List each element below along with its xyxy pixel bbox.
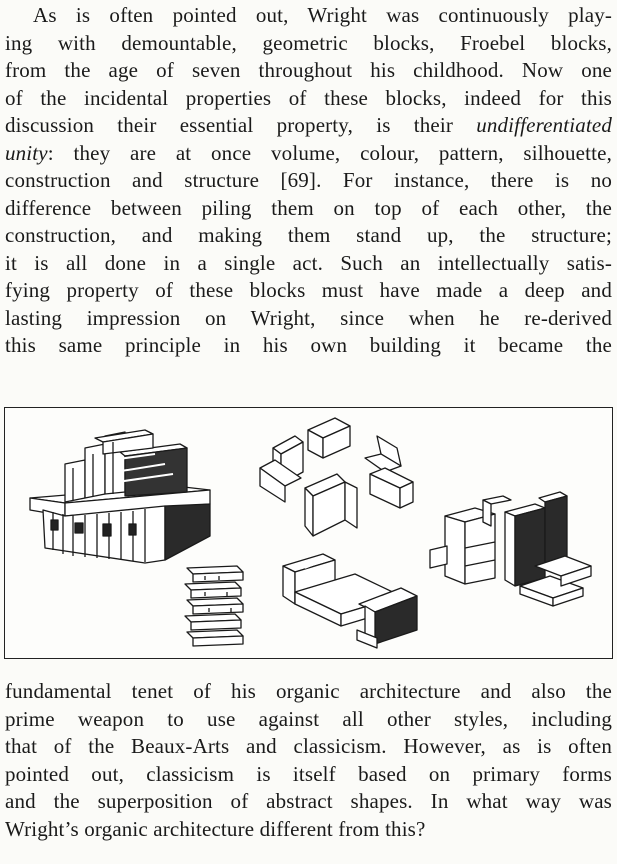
block-bench-assembly bbox=[283, 554, 417, 648]
paragraph-bottom bbox=[5, 678, 612, 843]
text-fragment: : they are at once volume, colour, pattern, silhouette, bbox=[47, 140, 612, 165]
text-line: ing with demountable, geometric blocks, Froebel blocks, bbox=[5, 30, 612, 55]
text-line: from the age of seven throughout his childhood. Now one bbox=[5, 58, 612, 82]
text-line: that of the Beaux-Arts and classicism. However, as is often bbox=[5, 734, 612, 758]
italic-term: unity bbox=[5, 140, 48, 165]
froebel-blocks-figure bbox=[4, 407, 613, 659]
stepped-block-tower bbox=[30, 430, 210, 563]
text-line: fying property of these blocks must have made a deep and bbox=[5, 278, 612, 302]
text-line: fundamental tenet of his organic architecture and also the bbox=[5, 679, 612, 703]
block-building-right bbox=[430, 492, 591, 606]
cruciform-block-arrangement bbox=[260, 418, 413, 536]
text-line: and the superposition of abstract shapes. In what way was bbox=[5, 789, 612, 813]
text-line: prime weapon to use against all other styles, including bbox=[5, 706, 612, 731]
text-line: construction and structure [69]. For instance, there is no bbox=[5, 168, 612, 192]
text-fragment: discussion their essential property, is their bbox=[5, 113, 453, 137]
stacked-block-column bbox=[185, 566, 243, 646]
text-line bbox=[5, 112, 612, 140]
text-line: construction, and making them stand up, the structure; bbox=[5, 223, 612, 247]
text-line bbox=[5, 140, 612, 168]
paragraph-top bbox=[5, 2, 612, 360]
text-line: pointed out, classicism is itself based on primary forms bbox=[5, 761, 612, 786]
text-line: As is often pointed out, Wright was continuously play- bbox=[33, 3, 612, 27]
text-line: lasting impression on Wright, since when he re-derived bbox=[5, 305, 612, 330]
text-line: it is all done in a single act. Such an intellectually satis- bbox=[5, 250, 612, 275]
text-line: difference between piling them on top of each other, the bbox=[5, 195, 612, 220]
text-line: this same principle in his own building it became the bbox=[5, 333, 612, 357]
text-line: Wright’s organic architecture different from this? bbox=[5, 816, 426, 841]
text-line: of the incidental properties of these blocks, indeed for this bbox=[5, 85, 612, 110]
italic-term: undifferentiated bbox=[476, 113, 612, 137]
